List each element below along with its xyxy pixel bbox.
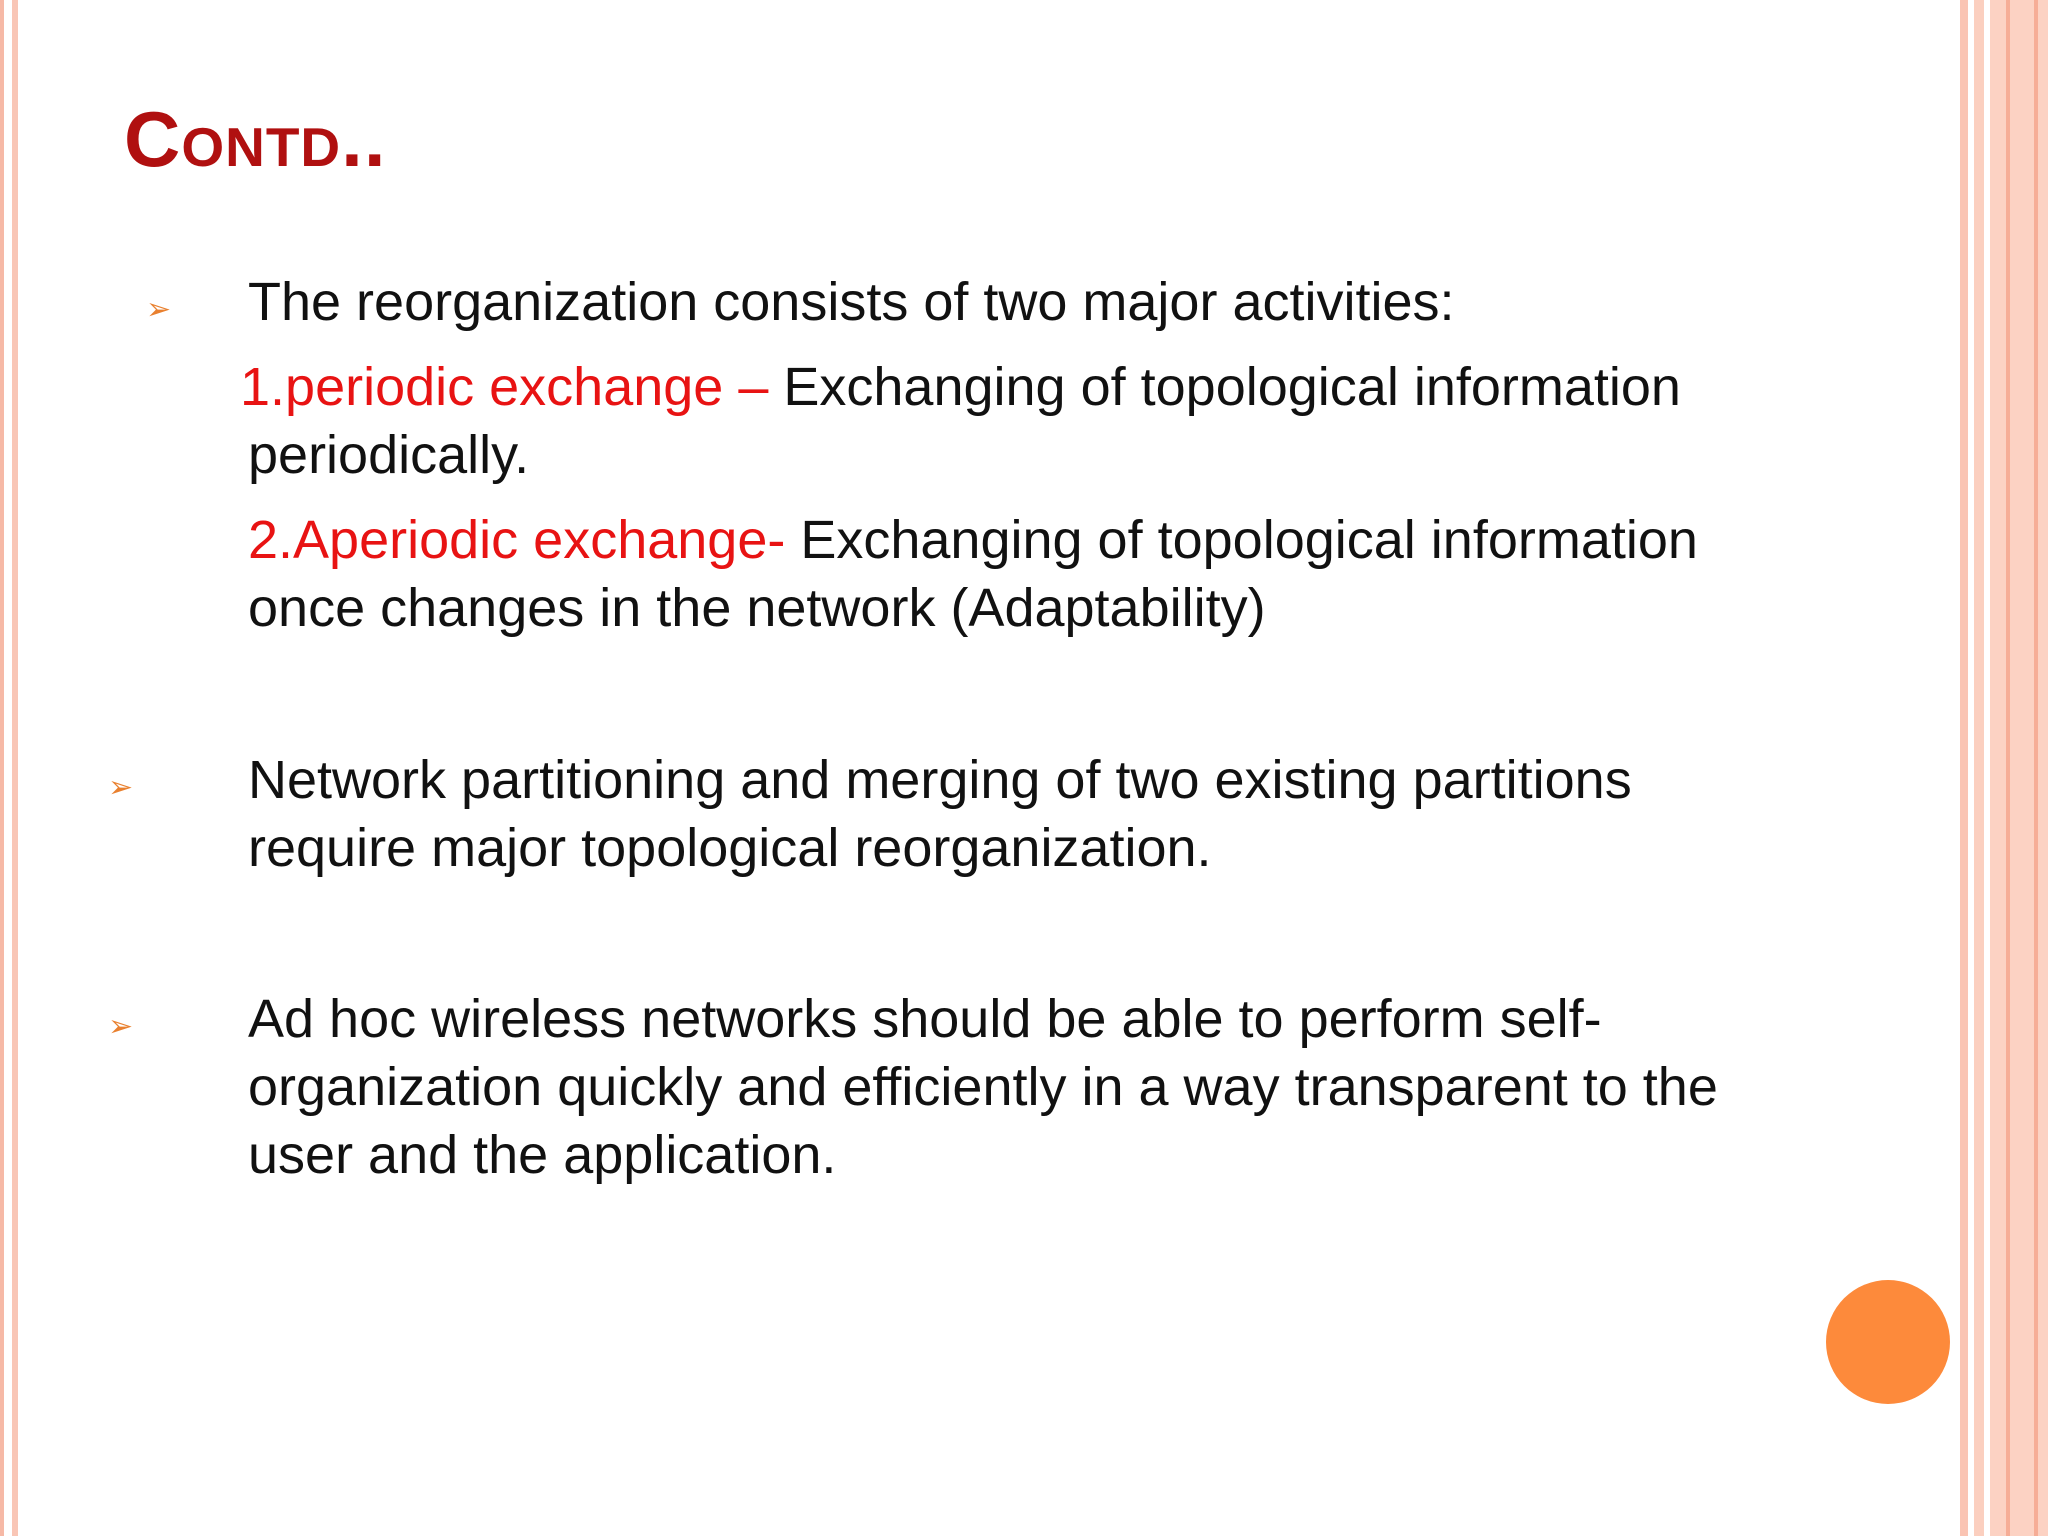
aperiodic-exchange-desc: Exchanging of topological information	[785, 510, 1698, 570]
decorative-circle	[1826, 1280, 1950, 1404]
periodic-exchange-line	[240, 353, 1681, 421]
bullet-2-line-1: Network partitioning and merging of two existing partitions	[248, 750, 1632, 810]
left-border-inner	[12, 0, 18, 1536]
bullet-3-line-2: organization quickly and efficiently in a way transparent to the	[248, 1057, 1718, 1117]
bullet-2-line-2: require major topological reorganization.	[248, 818, 1212, 878]
bullet-arrow-icon: ➢	[146, 293, 172, 326]
aperiodic-exchange-line	[248, 506, 1698, 574]
bullet-arrow-icon: ➢	[108, 1010, 134, 1043]
right-border-line-2	[2034, 0, 2038, 1536]
aperiodic-exchange-desc-cont: once changes in the network (Adaptability)	[248, 578, 1266, 638]
periodic-exchange-label: 1.periodic exchange –	[240, 357, 769, 417]
bullet-3-line-3: user and the application.	[248, 1125, 837, 1185]
bullet-arrow-icon: ➢	[108, 771, 134, 804]
right-border-band-3	[1990, 0, 2048, 1536]
periodic-exchange-desc: Exchanging of topological information	[768, 357, 1681, 417]
bullet-1-text: The reorganization consists of two major activities:	[248, 272, 1455, 332]
right-border-band-2	[1974, 0, 1984, 1536]
left-border-outer	[0, 0, 4, 1536]
bullet-3-line-1: Ad hoc wireless networks should be able to perform self-	[248, 989, 1602, 1049]
slide-title: Contd..	[124, 95, 387, 183]
right-border-line-1	[2006, 0, 2010, 1536]
aperiodic-exchange-label: 2.Aperiodic exchange-	[248, 510, 786, 570]
right-border-band-1	[1960, 0, 1968, 1536]
periodic-exchange-desc-cont: periodically.	[248, 425, 530, 485]
